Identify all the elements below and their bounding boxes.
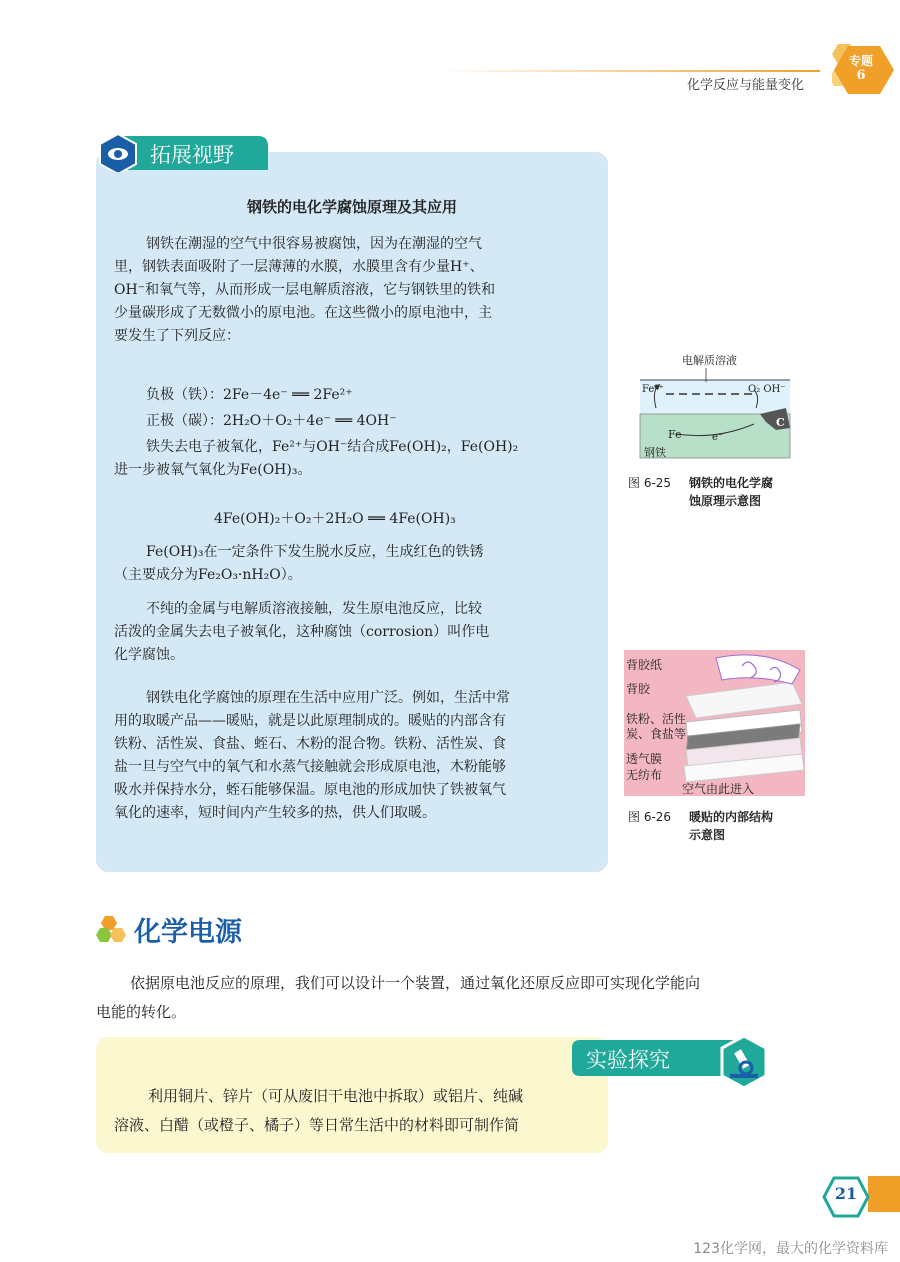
- text-line: 不纯的金属与电解质溶液接触，发生原电池反应，比较: [146, 601, 482, 617]
- extension-paragraph-2: [114, 436, 518, 482]
- text-line: 活泼的金属失去电子被氧化，这种腐蚀（corrosion）叫作电: [114, 624, 490, 640]
- text-line: 盐一旦与空气中的氧气和水蒸气接触就会形成原电池，木粉能够: [114, 759, 506, 775]
- text-line: 铁失去电子被氧化，Fe²⁺与OH⁻结合成Fe(OH)₂，Fe(OH)₂: [146, 439, 519, 455]
- fig25-label-solution: 电解质溶液: [682, 354, 737, 367]
- fig25-caption-number: 图 6-25: [628, 476, 672, 490]
- chapter-badge-number: 6: [856, 68, 866, 83]
- extension-title: 钢铁的电化学腐蚀原理及其应用: [246, 198, 457, 216]
- equation-positive: 正极（碳）：2H₂O＋O₂＋4e⁻ ══ 4OH⁻: [146, 413, 397, 429]
- text-line: 氧化的速率，短时间内产生较多的热，供人们取暖。: [114, 805, 436, 821]
- text-line: 吸水并保持水分，蛭石能够保温。原电池的形成加快了铁被氧气: [114, 782, 506, 798]
- text-line: 里，钢铁表面吸附了一层薄薄的水膜，水膜里含有少量H⁺、: [114, 259, 484, 275]
- chapter-badge-label: 专题: [848, 54, 873, 68]
- extension-paragraph-4: [114, 598, 489, 667]
- fig25-label-carbon: C: [776, 416, 785, 429]
- fig25-label-fe2: Fe²⁺: [642, 384, 664, 395]
- experiment-text: [114, 1082, 523, 1140]
- watermark: 123化学网，最大的化学资料库: [693, 1241, 888, 1257]
- fig26-label-membrane: 透气膜: [626, 752, 663, 766]
- fig25-label-o2-oh: O₂ OH⁻: [748, 384, 786, 395]
- page-tab-strip: [868, 1176, 900, 1212]
- extension-paragraph-1: [114, 233, 495, 348]
- fig26-label-mix-1: 铁粉、活性: [626, 712, 687, 726]
- text-line: 溶液、白醋（或橙子、橘子）等日常生活中的材料即可制作简: [114, 1116, 520, 1134]
- header-rule: [440, 70, 820, 72]
- text-line: 依据原电池反应的原理，我们可以设计一个装置，通过氧化还原反应即可实现化学能向: [130, 974, 701, 992]
- text-line: 进一步被氧气氧化为Fe(OH)₃。: [114, 462, 312, 478]
- section-hexagon-icon: [96, 914, 130, 944]
- chapter-title: 化学反应与能量变化: [686, 78, 804, 93]
- fig26-caption-number: 图 6-26: [628, 810, 672, 824]
- text-line: 电能的转化。: [96, 1003, 187, 1021]
- fig26-label-mix-2: 炭、食盐等: [626, 727, 687, 741]
- equation-oxidation: 4Fe(OH)₂＋O₂＋2H₂O ══ 4Fe(OH)₃: [214, 511, 456, 527]
- fig26-caption-line-2: 示意图: [689, 828, 726, 842]
- fig26-label-backing-glue: 背胶: [626, 682, 651, 696]
- text-line: 钢铁电化学腐蚀的原理在生活中应用广泛。例如，生活中常: [146, 690, 510, 706]
- extension-tab-label: 拓展视野: [150, 143, 234, 167]
- text-line: 铁粉、活性炭、食盐、蛭石、木粉的混合物。铁粉、活性炭、食: [114, 736, 506, 752]
- text-line: 化学腐蚀。: [114, 647, 184, 663]
- fig26-label-backing-paper: 背胶纸: [626, 658, 663, 672]
- fig26-label-air: 空气由此进入: [682, 782, 755, 796]
- text-line: 利用铜片、锌片（可从废旧干电池中拆取）或铝片、纯碱: [148, 1087, 524, 1105]
- fig25-caption-line-2: 蚀原理示意图: [689, 494, 762, 508]
- fig25-label-steel: 钢铁: [644, 446, 666, 459]
- text-line: 要发生了下列反应：: [114, 328, 240, 344]
- page-number: 21: [834, 1184, 858, 1203]
- text-line: 少量碳形成了无数微小的原电池。在这些微小的原电池中，主: [114, 305, 492, 321]
- extension-paragraph-3: [114, 541, 483, 587]
- text-line: OH⁻和氧气等，从而形成一层电解质溶液，它与钢铁里的铁和: [114, 282, 496, 298]
- text-line: 用的取暖产品——暖贴，就是以此原理制成的。暖贴的内部含有: [114, 713, 506, 729]
- fig26-caption-line-1: 暖贴的内部结构: [689, 810, 774, 824]
- fig25-caption-line-1: 钢铁的电化学腐: [689, 476, 774, 490]
- experiment-tab-label: 实验探究: [586, 1048, 670, 1072]
- fig25-label-fe: Fe: [668, 428, 682, 441]
- fig25-label-electron: e⁻: [712, 432, 724, 443]
- text-line: 钢铁在潮湿的空气中很容易被腐蚀，因为在潮湿的空气: [146, 236, 482, 252]
- section-title: 化学电源: [134, 917, 242, 948]
- equation-negative: 负极（铁）：2Fe－4e⁻ ══ 2Fe²⁺: [146, 387, 353, 403]
- text-line: （主要成分为Fe₂O₃·nH₂O）。: [114, 567, 302, 583]
- extension-paragraph-5: [114, 687, 510, 825]
- fig26-label-nonwoven: 无纺布: [626, 768, 663, 782]
- text-line: Fe(OH)₃在一定条件下发生脱水反应，生成红色的铁锈: [146, 544, 484, 560]
- section-intro: [96, 969, 808, 1027]
